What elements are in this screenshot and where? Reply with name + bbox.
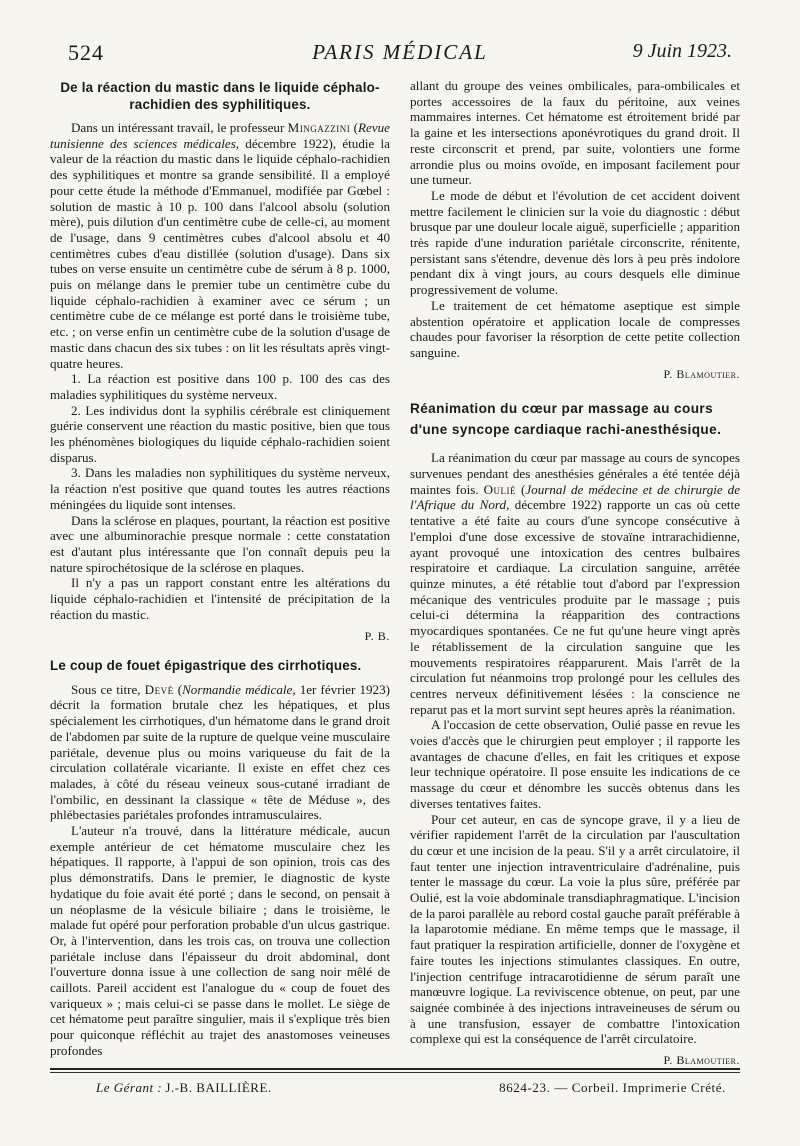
author-name: Oulié <box>483 481 517 497</box>
paragraph: L'auteur n'a trouvé, dans la littérature médicale, aucun exemple antérieur de cet hématome musculaire chez les hépatiques. Il rapporte, à l'appui de son opinion, trois cas des plus démonstratifs. Dans le premier, le diagnostic de kyste hydatique du foie avait été porté ; dans le second, on pensait à un néoplasme de la vésicule biliaire ; dans le troisième, le malade fut opéré pour perforation probable d'un ulcus gastrique. Or, à l'intervention, dans les trois cas, on trouva une collection pariétale incluse dans l'épaisseur du droit abdominal, dont l'ouverture donna issue à une collection de sang noir mêlé de caillots. Pareil accident est l'analogue du « coup de fouet des variqueux » ; mais celui-ci se passe dans le mollet. Le siège de cet hématome peut paraître singulier, mais il s'explique très bien pour quiconque réfléchit au trajet des anastomoses veineuses profondes <box>50 823 390 1058</box>
paragraph: Dans un intéressant travail, le professeur Mingazzini (Revue tunisienne des sciences médicales, décembre 1922), étudie la valeur de la réaction du mastic dans le liquide céphalo-rachidien des syphilitiques et montre sa grande sensibilité. Il a employé pour cette étude la méthode d'Emmanuel, modifiée par Gœbel : solution de mastic à 10 p. 100 dans l'alcool absolu (solution mère), puis dilution d'un centimètre cube de celle-ci, au moment de l'usage, dans 9 centimètres cubes d'alcool absolu et 40 centimètres cubes d'eau distillée (solution d'usage). Dans six tubes on verse ensuite un centimètre cube de sérum à 8 p. 1000, puis on mélange dans le premier tube un centimètre cube du liquide céphalo-rachidien à examiner avec ce sérum ; un centimètre cube de ce mélange est porté dans le troisième tube, etc. ; on verse enfin un centimètre cube de la solution d'usage de mastic dans chacun des six tubes : on lit les résultats après vingt-quatre heures. <box>50 120 390 371</box>
article-title-coup-de-fouet: Le coup de fouet épigastrique des cirrhotiques. <box>50 658 362 674</box>
paragraph: Il n'y a pas un rapport constant entre les altérations du liquide céphalo-rachidien et l'intensité de précipitation de la réaction du mastic. <box>50 575 390 622</box>
signature: P. B. <box>364 628 390 643</box>
left-column <box>50 78 390 1059</box>
journal-reference: Normandie médicale, <box>182 681 296 697</box>
paragraph: La réanimation du cœur par massage au cours de syncopes survenues pendant des anesthésies générales a été tentée déjà maintes fois. Oulié (Journal de médecine et de chirurgie de l'Afrique du Nord, décembre 1922) rapporte un cas où cette tentative a été faite au cours d'une syncope consécutive à l'emploi d'une dose excessive de stovaïne intrarachidienne, ayant provoqué une intoxication des centres bulbaires respiratoire et cardiaque. La circulation sanguine, arrêtée quinze minutes, a été rétablie tout d'abord par l'expression mécanique des ventricules produite par le massage ; puis celui-ci détermina la réapparition des contractions myocardiques spontanées. Ce ne fut qu'une heure vingt après le rétablissement de la circulation sanguine que les mouvements respiratoires réapparurent. Mais l'arrêt de la circulation fut néanmoins trop prolongé pour les cellules des centres nerveux définitivement lésées : la conscience ne reparut pas et la mort survint sept heures après la réanimation. <box>410 450 741 717</box>
author-name: Mingazzini <box>287 120 351 135</box>
signature: P. Blamoutier. <box>663 1053 740 1068</box>
paragraph: allant du groupe des veines ombilicales, para-ombilicales et portes accessoires de la faux du péritoine, aux veines mammaires internes. Cet hématome est étroitement bridé par la gaine et les intersections aponévrotiques du grand droit. Il reste circonscrit et prend, par suite, volontiers une forme arrondie plus ou moins ovoïde, en imposant facilement pour une tumeur. <box>410 78 740 188</box>
issue-date: 9 Juin 1923. <box>632 40 732 62</box>
journal-reference: Journal de médecine et de chirurgie de l'Afrique du Nord, <box>410 481 741 513</box>
journal-reference: Revue tunisienne des sciences médicales, <box>50 120 390 151</box>
paragraph: Dans la sclérose en plaques, pourtant, la réaction est positive avec une albuminorachie presque normale : cette constatation est d'autant plus intéressante que l'on connaît depuis peu la nature spirochétosique de la sclérose en plaques. <box>50 512 390 575</box>
author-name: Devé <box>144 681 174 697</box>
journal-title: PARIS MÉDICAL <box>312 40 488 64</box>
paragraph: 2. Les individus dont la syphilis cérébrale est cliniquement guérie conservent une réaction du mastic positive, bien que tous les phénomènes biologiques du liquide céphalo-rachidien soient disparus. <box>50 402 390 465</box>
printer-credit: 8624-23. — Corbeil. Imprimerie Crété. <box>499 1080 726 1095</box>
article-title-reanimation: Réanimation du cœur par massage au cours d'une syncope cardiaque rachi-anesthésique. <box>410 401 722 438</box>
paragraph: Pour cet auteur, en cas de syncope grave, il y a lieu de vérifier rapidement l'arrêt de la circulation par l'auscultation du cœur et une incision de la peau. S'il y a arrêt circulatoire, il faut tenter une injection intraventriculaire d'adrénaline, puis tenter le massage du cœur. La voie la plus sûre, préférée par Oulié, est la voie abdominale transdiaphragmatique. L'incision de la paroi parallèle au rebord costal gauche paraît préférable à la laparotomie médiane. En même temps que le massage, il faut pratiquer la respiration artificielle, donner de l'oxygène et faire toutes les injections stimulantes classiques. En outre, l'injection centrifuge intracarotidienne de sérum paraît une manœuvre logique. La reviviscence obtenue, on peut, par une saignée combinée à des injections intraveineuses de sérum ou à une transfusion, essayer de combattre l'intoxication complexe qui est la conséquence de l'arrêt circulatoire. <box>410 811 740 1047</box>
paragraph: 1. La réaction est positive dans 100 p. 100 des cas des maladies syphilitiques du système nerveux. <box>50 371 390 402</box>
footer-rule-thin <box>50 1072 740 1073</box>
paragraph: Le traitement de cet hématome aseptique est simple abstention opératoire et application locale de compresses chaudes pour favoriser la résorption de cette petite collection sanguine. <box>410 297 740 360</box>
paragraph: 3. Dans les maladies non syphilitiques du système nerveux, la réaction n'est positive que quand toutes les autres réactions méningées du liquide sont intenses. <box>50 465 390 512</box>
paragraph: Le mode de début et l'évolution de cet accident doivent mettre facilement le clinicien sur la voie du diagnostic : début brusque par une douleur locale aiguë, superficielle ; apparition très rapide d'une induration pariétale circonscrite, rénitente, persistant sans s'étendre, devenue dès lors à peu près indolore pendant dix à vingt jours, au cours desquels elle diminue progressivement de volume. <box>410 187 740 298</box>
page-header <box>68 40 732 74</box>
right-column <box>410 78 740 1069</box>
signature: P. Blamoutier. <box>663 366 740 381</box>
footer-rule <box>50 1068 740 1070</box>
paragraph: A l'occasion de cette observation, Oulié passe en revue les voies d'accès que le chirurgien peut employer ; il rapporte les avantages de chacune d'elles, en fait les critiques et expose leur technique opératoire. Il pose ensuite les indications de ce massage du cœur et dénombre les succès obtenus dans les diverses tentatives faites. <box>410 717 740 811</box>
page-number: 524 <box>68 40 104 65</box>
publisher-credit: Le Gérant : J.-B. BAILLIÈRE. <box>96 1080 272 1095</box>
article-title-mastic: De la réaction du mastic dans le liquide céphalo-rachidien des syphilitiques. <box>60 80 380 112</box>
paragraph: Sous ce titre, Devé (Normandie médicale, 1er février 1923) décrit la formation brutale chez les hépatiques, et plus spécialement les cirrhotiques, d'un hématome dans le grand droit de l'abdomen par suite de la rupture de quelque veine musculaire pariétale, devenue plus ou moins variqueuse du fait de la circulation collatérale vicariante. Il existe en effet chez ces malades, à côté du réseau veineux sous-cutané irradiant de l'ombilic, en dessinant la classique « tête de Méduse », des phlébectasies pariétales profondes intramusculaires. <box>50 681 391 823</box>
page-footer <box>96 1080 726 1100</box>
